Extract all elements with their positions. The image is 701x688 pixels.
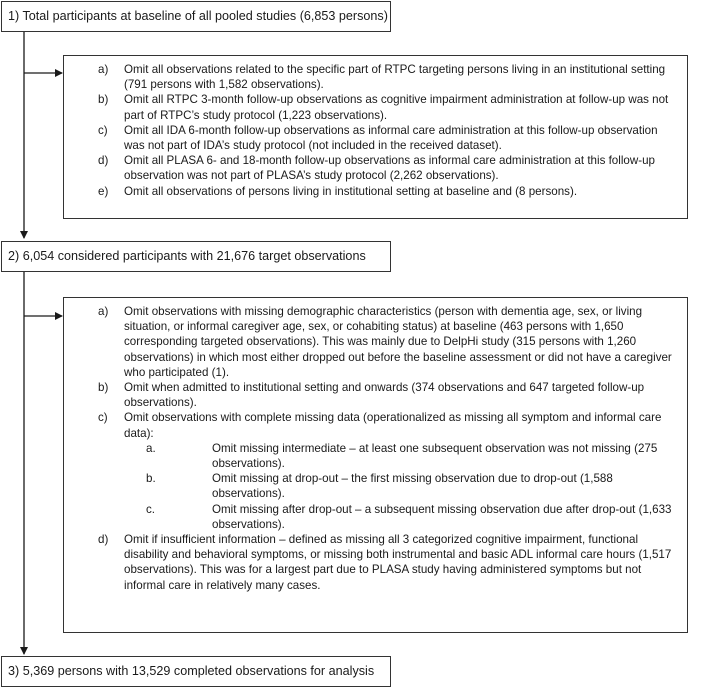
exclusion-1-item: e) Omit all observations of persons living in institutional setting at baseline and (8 persons). bbox=[98, 184, 578, 198]
exclusion-2-item: d) Omit if insufficient information – defined as missing all 3 categorized cognitive impairment, functional disability and behavioral symptoms, or missing both instrumental and basic ADL informal care hours (1,517 observations). This was for a largest part due to PLASA study having administered symptoms but not informal care in relatively many cases. bbox=[98, 533, 672, 592]
exclusion-1-item: d) Omit all PLASA 6- and 18-month follow-up observations as informal care administration at this follow-up observation was not part of PLASA’s study protocol (2,262 observations). bbox=[98, 154, 655, 183]
step-3-box bbox=[1, 656, 391, 687]
step-2-box bbox=[1, 241, 391, 272]
exclusion-2-item: a) Omit observations with missing demographic characteristics (person with dementia age, sex, or living situation, or informal caregiver age, sex, or cohabiting status) at baseline (463 persons with 1,650 corresponding targeted observations). This was mainly due to DelpHi study (315 persons with 1,260 observations) in which most either dropped out before the baseline assessment or did not have a caregiver who participated (1). bbox=[98, 305, 672, 379]
exclusion-2-subitem: a. Omit missing intermediate – at least one subsequent observation was not missing (275 observations). bbox=[146, 441, 658, 471]
exclusion-2-item: b) Omit when admitted to institutional setting and onwards (374 observations and 647 targeted follow-up observations). bbox=[98, 381, 645, 410]
exclusion-2-subitem: c. Omit missing after drop-out – a subsequent missing observation due after drop-out (1,633 observations). bbox=[146, 502, 672, 531]
step-1-text: 1) Total participants at baseline of all pooled studies (6,853 persons) bbox=[8, 9, 388, 23]
exclusion-1-item: a) Omit all observations related to the specific part of RTPC targeting persons living in an institutional setting (791 persons with 1,582 observations). bbox=[98, 63, 666, 92]
exclusion-1-item: c) Omit all IDA 6-month follow-up observations as informal care administration at this follow-up observation was not part of IDA’s study protocol (not included in the received dataset). bbox=[98, 123, 658, 153]
exclusion-box-2 bbox=[63, 297, 688, 633]
step-3-text: 3) 5,369 persons with 13,529 completed observations for analysis bbox=[8, 664, 375, 678]
exclusion-2-item: c) Omit observations with complete missing data (operationalized as missing all symptom and informal care data): bbox=[98, 411, 662, 440]
exclusion-box-1 bbox=[63, 55, 688, 219]
step-1-box bbox=[1, 1, 391, 32]
exclusion-1-item: b) Omit all RTPC 3-month follow-up observations as cognitive impairment administration at follow-up was not part of RTPC’s study protocol (1,223 observations). bbox=[98, 93, 669, 122]
exclusion-2-subitems bbox=[124, 441, 673, 532]
exclusion-2-subitem: b. Omit missing at drop-out – the first missing observation due to drop-out (1,588 observations). bbox=[146, 472, 613, 501]
step-2-text: 2) 6,054 considered participants with 21,676 target observations bbox=[8, 249, 366, 263]
